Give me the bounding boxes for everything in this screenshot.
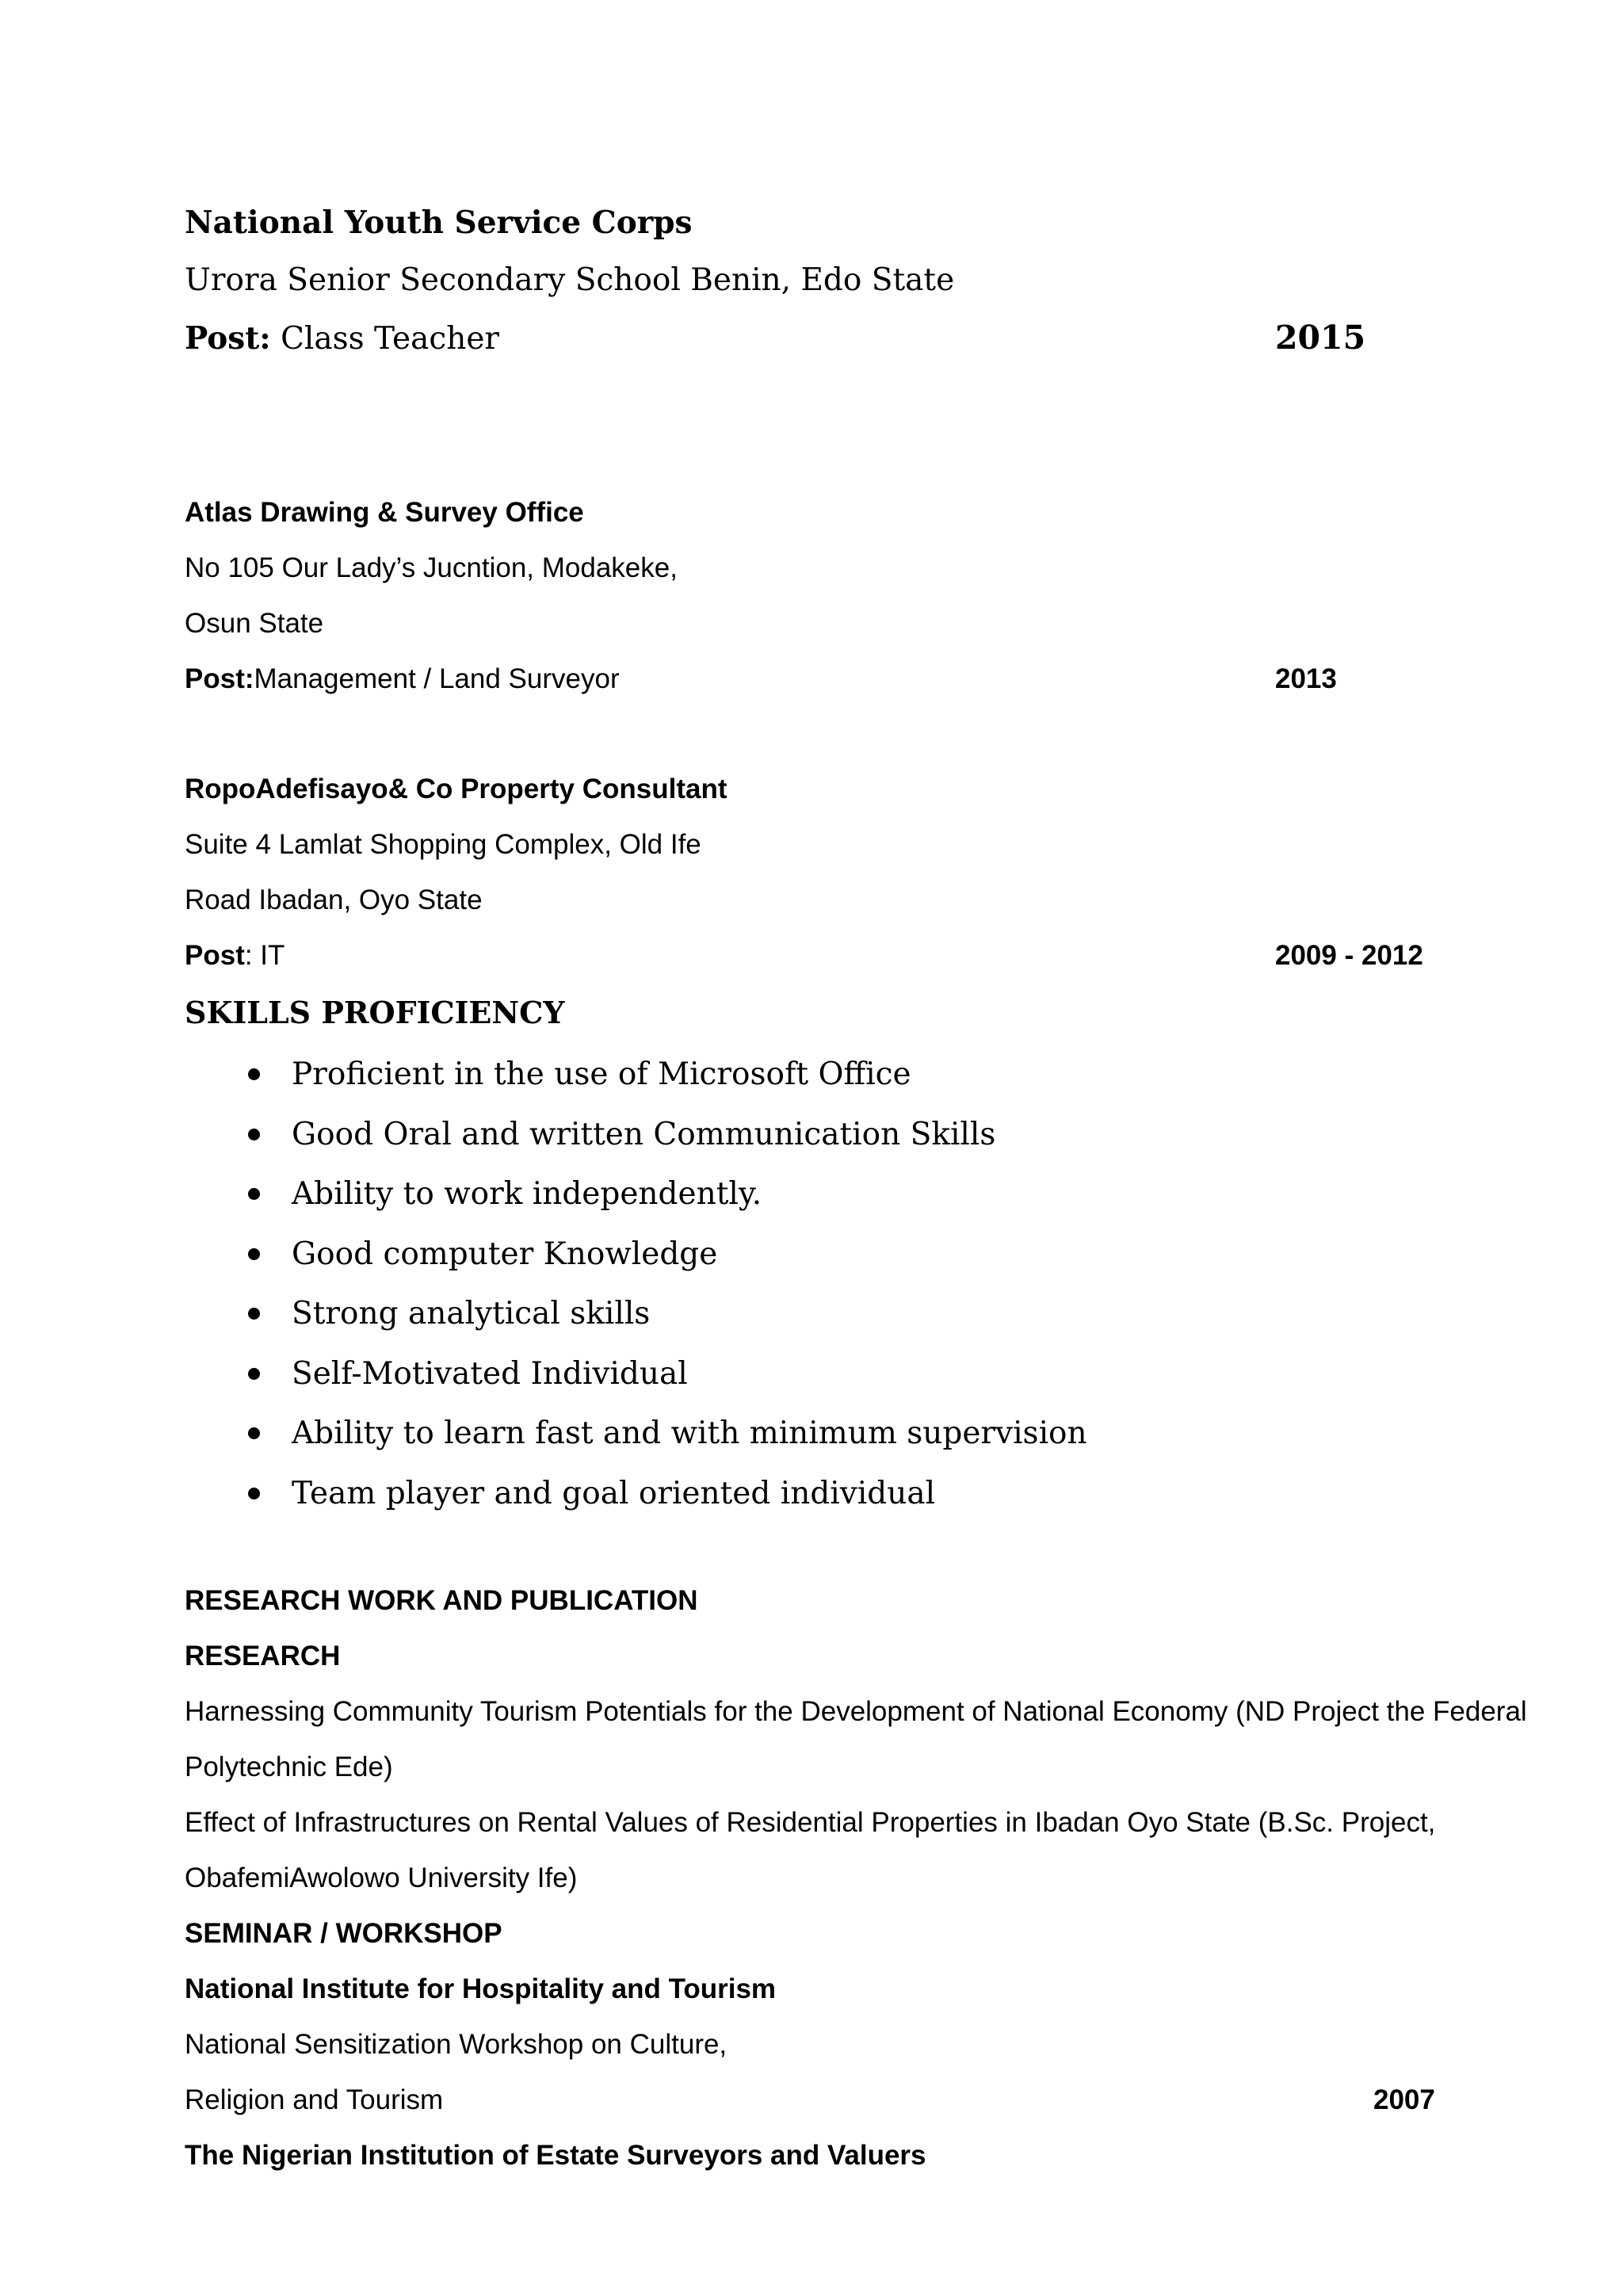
skill-text: Ability to work independently. [292,1176,762,1212]
skill-text: Self-Motivated Individual [292,1355,688,1392]
skill-item [185,1284,1087,1344]
bullet-icon [248,1248,260,1260]
ropo-address-2: Road Ibadan, Oyo State [185,884,483,915]
atlas-post-value: Management / Land Surveyor [254,663,620,694]
seminar-event-line-1: National Sensitization Workshop on Culture, [185,2029,727,2060]
research-heading: RESEARCH WORK AND PUBLICATION [185,1585,698,1616]
atlas-org: Atlas Drawing & Survey Office [185,497,584,528]
research-item-2-line-1: Effect of Infrastructures on Rental Values of Residential Properties in Ibadan Oyo State (B.Sc. Project, [185,1807,1436,1838]
research-item-1-line-1: Harnessing Community Tourism Potentials for the Development of National Economy (ND Project the Federal [185,1696,1527,1727]
skills-list [185,1045,1087,1523]
skill-item [185,1404,1087,1464]
nysc-post-value: Class Teacher [270,321,500,357]
bullet-icon [248,1068,260,1080]
bullet-icon [248,1427,260,1439]
ropo-post-value: : IT [244,940,285,971]
bullet-icon [248,1308,260,1320]
bullet-icon [248,1368,260,1380]
nysc-school: Urora Senior Secondary School Benin, Edo State [185,262,955,298]
seminar-year: 2007 [1373,2084,1435,2115]
research-subheading: RESEARCH [185,1641,341,1671]
seminar-org-1: National Institute for Hospitality and Tourism [185,1973,777,2004]
bullet-icon [248,1129,260,1140]
skill-item [185,1224,1087,1285]
bullet-icon [248,1188,260,1200]
nysc-org: National Youth Service Corps [185,204,693,241]
research-item-2-line-2: ObafemiAwolowo University Ife) [185,1862,578,1893]
skill-text: Good computer Knowledge [292,1236,718,1272]
seminar-org-2: The Nigerian Institution of Estate Surveyors and Valuers [185,2140,926,2171]
ropo-address-1: Suite 4 Lamlat Shopping Complex, Old Ife [185,829,701,860]
atlas-year: 2013 [1275,663,1337,694]
atlas-address-2: Osun State [185,608,324,639]
skill-item [185,1105,1087,1165]
nysc-year: 2015 [1275,319,1366,357]
ropo-year: 2009 - 2012 [1275,940,1423,971]
atlas-post [185,663,620,695]
skill-item [185,1344,1087,1404]
skill-text: Proficient in the use of Microsoft Office [292,1056,911,1092]
skill-item [185,1045,1087,1105]
atlas-post-label: Post: [185,663,254,694]
skill-item [185,1464,1087,1524]
bullet-icon [248,1488,260,1499]
atlas-address-1: No 105 Our Lady’s Jucntion, Modakeke, [185,552,678,583]
skill-text: Good Oral and written Communication Skills [292,1116,996,1152]
ropo-post-label: Post [185,940,245,971]
seminar-heading: SEMINAR / WORKSHOP [185,1918,502,1949]
seminar-event-line-2: Religion and Tourism [185,2084,444,2115]
nysc-post [185,320,499,357]
ropo-post [185,940,285,972]
skills-heading: SKILLS PROFICIENCY [185,995,565,1030]
research-item-1-line-2: Polytechnic Ede) [185,1752,393,1782]
skill-text: Strong analytical skills [292,1296,651,1331]
ropo-org: RopoAdefisayo& Co Property Consultant [185,774,727,804]
skill-text: Team player and goal oriented individual [292,1475,936,1511]
skill-item [185,1164,1087,1224]
nysc-post-label: Post: [185,320,271,357]
skill-text: Ability to learn fast and with minimum supervision [292,1415,1087,1451]
